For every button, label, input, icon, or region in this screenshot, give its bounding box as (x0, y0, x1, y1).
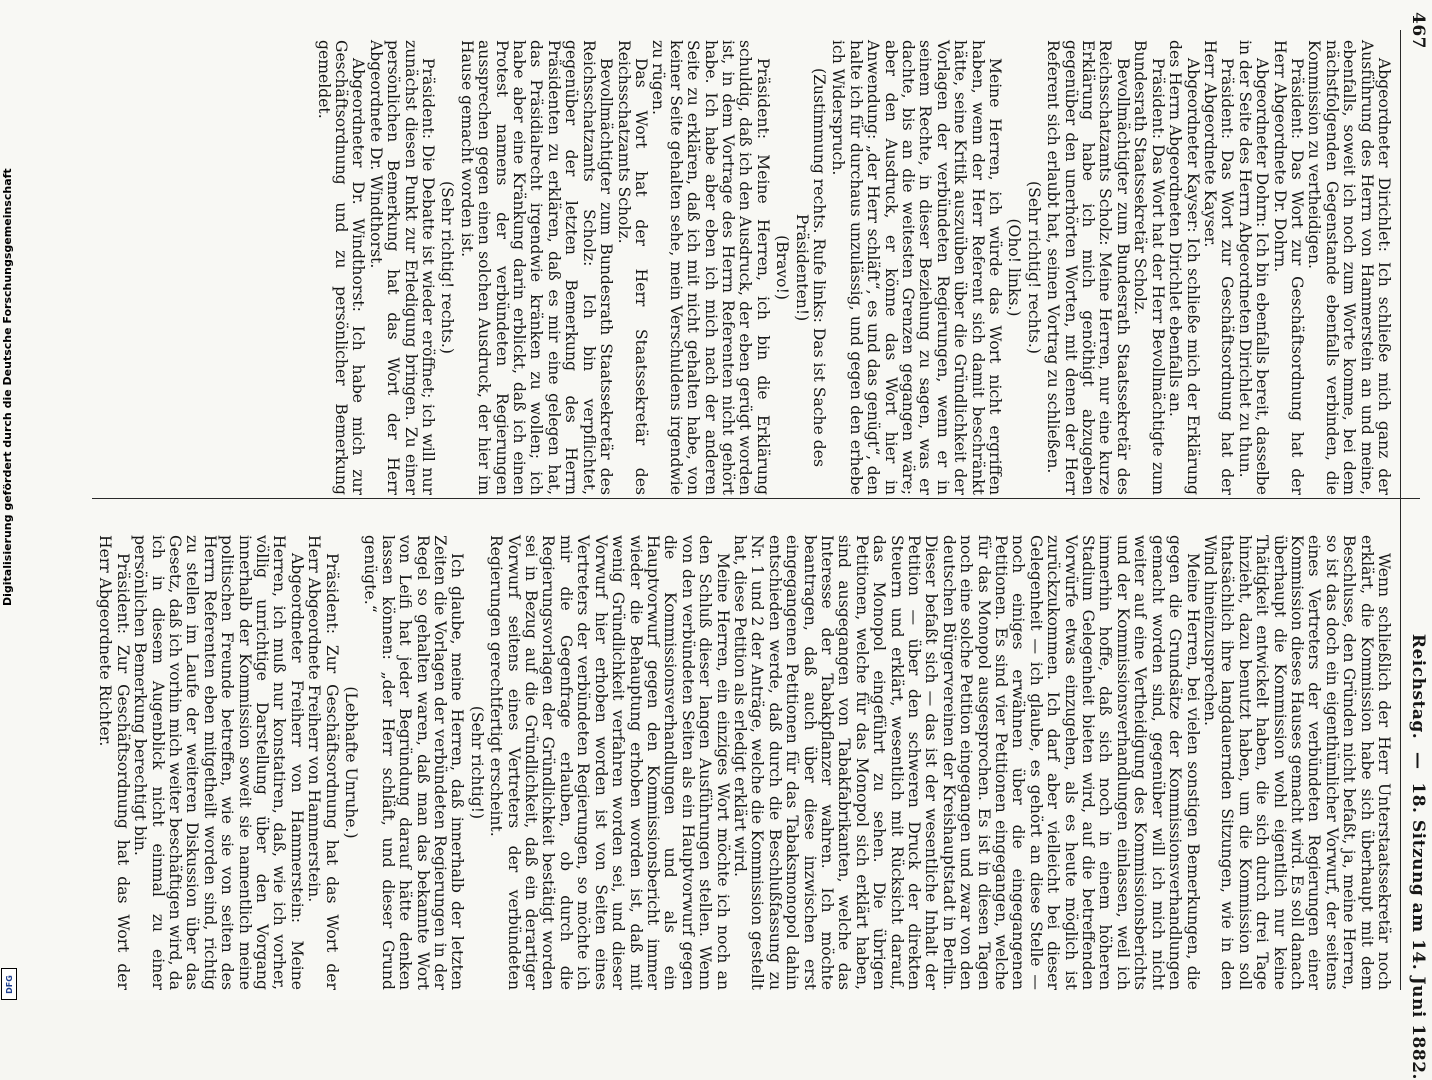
paragraph: Ich glaube, meine Herren, daß innerhalb der letzten Zeiten die Vorlagen der verbündeten Regierungen in der Regel so gehalten waren, daß man das bekannte Wort von Leifi hat jeder Begründung darauf hätte denken lassen können: „der Herr schläft, und dieser Grund genügte.“ (361, 535, 467, 990)
stage-direction: (Sehr richtig!) (467, 705, 486, 820)
paragraph: Präsident: Meine Herren, ich bin die Erklärung schuldig, daß ich den Ausdruck, der eben gerügt worden ist, in dem Vortrage des Herrn Referenten nicht gehört habe. Ich habe aber eben ich mich nach der anderen Seite zu erklären, daß ich mit nicht gehalten habe, von keiner Seite gehalten sehe, mein Verschuldens irgendwie zu rügen. (649, 40, 772, 495)
column-divider (92, 498, 1420, 499)
header-spacer (1408, 65, 1428, 617)
paragraph: Das Wort hat der Herr Staatssekretär des Reichsschatzamts Scholz. (614, 40, 650, 495)
paragraph: Meine Herren, ein einziges Wort möchte ich noch an den Schluß dieser langen Ausführungen stellen. Wenn von den verbündeten Seiten als ein Hauptvorwurf gegen die Kommissionsverhandlungen und als ein Hauptvorwurf gegen den Kommissionsbericht immer wieder die Behauptung erhoben worden ist, daß mit wenig Gründlichkeit verfahren worden sei, und dieser Vorwurf hier erhoben worden ist von Seiten eines Vertreters der verbündeten Regierungen, so möchte ich mir die Gegenfrage erlauben, ob durch die Regierungsvorlagen der Gründlichkeit bestätigt worden sei in Bezug auf die Gründlichkeit, daß ein derartiger Vorwurf seitens eines Vertreters der verbündeten Regierungen gerechtfertigt erscheint. (487, 535, 732, 990)
paragraph: Präsident: Das Wort zur Geschäftsordnung hat der Herr Abgeordnete Dr. Dohrn. (1270, 40, 1306, 495)
paragraph: Abgeordneter Dohrn: Ich bin ebenfalls bereit, dasselbe in der Seite des Herrn Abgeordneten Dirichlet zu thun. (1235, 40, 1272, 495)
journal-title: Reichstag. (1408, 633, 1428, 740)
stage-direction: (Zustimmung rechts. Rufe links: Das ist Sache des Präsidenten!) (792, 67, 828, 467)
stage-direction: (Lebhafte Unruhe.) (342, 686, 361, 839)
paragraph: Präsident: Die Debatte ist wieder eröffnet; ich will nur zunächst diesen Punkt zur Erledigung bringen. Zu einer persönlichen Bemerkung hat das Wort der Herr Abgeordnete Dr. Windthorst. (366, 40, 438, 495)
dfg-logo-text: DFG (4, 974, 14, 994)
stage-direction: (Sehr richtig! rechts.) (438, 181, 457, 354)
paragraph: Bevollmächtigter zum Bundesrath Staatssekretär des Reichsschatzamts Scholz: Ich bin verpflichtet, gegenüber der letzten Bemerkung des Herrn Präsidenten zu erklären, daß es mir eine gelegen hat, das Präsidialrecht irgendwie kränken zu wollen; ich habe aber eine Kränkung darin erblickt, daß ich einen Protest namens der verbündeten Regierungen aussprechen gegen einen solchen Ausdruck, der hier im Hause gemacht worden ist. (457, 40, 616, 495)
stage-direction: (Sehr richtig! rechts.) (1024, 181, 1043, 354)
session-title: 18. Sitzung am 14. Juni 1882. (1408, 782, 1428, 1080)
stage-direction: (Bravo!) (773, 235, 792, 300)
header-rule (1400, 30, 1401, 990)
paragraph: Bevollmächtigter zum Bundesrath Staatssekretär des Reichsschatzamts Scholz: Meine Herren, nur eine kurze Erklärung habe ich mich genöthigt abzugeben gegenüber den unerhörten Worten, mit denen der Herr Referent sich erlaubt hat, seinen Vortrag zu schließen. (1044, 40, 1132, 495)
paragraph: Präsident: Das Wort hat der Herr Bevollmächtigte zum Bundesrath Staatssekretär Scholz. (1131, 40, 1167, 495)
text-column-right (314, 40, 1393, 495)
paragraph: Abgeordneter Dr. Windthorst: Ich habe mich zur Geschäftsordnung und zu persönlicher Bemerkung gemeldet. (314, 40, 368, 495)
paragraph: Abgeordneter Freiherr von Hammerstein: Meine Herren, ich muß nur konstatiren, daß, wie ich vorher, völlig unrichtige Darstellung über den Vorgang innerhalb der Kommission soweit sie namentlich meine politischen Freunde betreffen, wie sie von seiten des Herrn Referenten eben mitgetheilt worden sind, richtig zu stellen im Laufe der weiteren Diskussion über das Gesetz, daß ich vorhin mich weiter beschäftigen wird, da ich in diesem Augenblick nicht einmal zu einer persönlichen Bemerkung berechtigt bin. (131, 535, 306, 990)
paragraph: Wenn schließlich der Herr Unterstaatssekretär noch erklärt, die Kommission habe sich überhaupt mit dem Beschlusse, den Gründen nicht befaßt, ja, meine Herren, so ist das doch ein eigenthümlicher Vorwurf, der seitens eines Vertreters der verbündeten Regierungen einer Kommission dieses Hauses gemacht wird. Es soll danach überhaupt die Kommission wohl eigentlich nur keine Thätigkeit entwickelt haben, die sich durch drei Tage hinzieht, dazu benutzt haben, um die Kommission soll thatsächlich ihre langdauernden Sitzungen, wie in den Wind hineinzusprechen. (1200, 535, 1393, 990)
paragraph: Abgeordneter Dirichlet: Ich schließe mich ganz der Ausführung des Herrn von Hammerstein an und meine, ebenfalls, soweit ich noch zum Worte komme, bei dem nächstfolgenden Gegenstande ebenfalls verbinden, die Kommission zu vertheidigen. (1305, 40, 1393, 495)
header-dash: — (1408, 745, 1428, 776)
digitization-credit: Digitalisierung gefördert durch die Deutsche Forschungsgemeinschaft (1, 168, 14, 606)
stage-direction: (Oho! links.) (1005, 218, 1024, 317)
dfg-logo (1, 968, 17, 1000)
paragraph: Meine Herren, bei vielen sonstigen Bemerkungen, die gegen die Grundsätze der Kommissionsverhandlungen gemacht worden sind, gegenüber will ich mich nicht weiter auf eine Vertheidigung des Kommissionsberichts und der Kommissionsverhandlungen einlassen, weil ich immerhin hoffe, daß sich noch in einem höheren Stadium Gelegenheit bieten wird, auf die betreffenden Vorwürfe etwas einzugehen, als es heute möglich ist zurückzukommen. Ich darf aber vielleicht bei dieser Gelegenheit — ich glaube, es gehört an diese Stelle — noch einiges erwähnen über die eingegangenen Petitionen. Es sind vier Petitionen eingegangen, welche für das Monopol ausgesprochen. Es ist in diesen Tagen noch eine solche Petition eingegangen und zwar von den deutschen Bürgervereinen der Kreishauptstadt in Berlin. Dieser befaßt sich — das ist der wesentliche Inhalt der Petition — über den schweren Druck der direkten Steuern und erklärt, wesentlich mit Rücksicht darauf, das Monopol eingeführt zu sehen. Die übrigen Petitionen, welche für das Monopol sich erklärt haben, sind ausgegangen von Tabakfabrikanten, welche das Interesse der Tabakpflanzer wahren. Ich möchte beantragen, daß auch über diese inzwischen erst eingegangenen Petitionen für das Tabaksmonopol dahin entschieden werde, daß durch die Beschlußfassung zu Nr. 1 und 2 der Anträge, welche die Kommission gestellt hat, diese Petition als erledigt erklärt wird. (730, 535, 1202, 990)
page-header (1408, 12, 1428, 1080)
page-number: 467 (1408, 12, 1428, 49)
text-column-left (96, 535, 1393, 990)
paragraph: Meine Herren, ich würde das Wort nicht ergriffen haben, wenn der Herr Referent sich damit beschränkt hätte, seine Kritik auszuüben über die Gründlichkeit der Vorlagen der verbündeten Regierungen, wenn er in seinem Rechte, in dieser Beziehung zu sagen, was er dachte, bis an die weitesten Grenzen gegangen wäre; aber den Ausdruck, er könne das Wort hier in Anwendung: „der Herr schläft“, es und das genügt“, den halte ich für durchaus unzulässig, und gegen den erhebe ich Widerspruch. (829, 40, 1005, 495)
paragraph: Präsident: Zur Geschäftsordnung hat das Wort der Herr Abgeordnete Richter. (96, 535, 132, 990)
paragraph: Abgeordneter Kayser: Ich schließe mich der Erklärung des Herrn Abgeordneten Dirichlet ebenfalls an. (1166, 40, 1202, 495)
paragraph: Präsident: Zur Geschäftsordnung hat das Wort der Herr Abgeordnete Freiherr von Hammerstein. (305, 535, 341, 990)
paragraph: Präsident: Das Wort zur Geschäftsordnung hat der Herr Abgeordnete Kayser. (1200, 40, 1237, 495)
